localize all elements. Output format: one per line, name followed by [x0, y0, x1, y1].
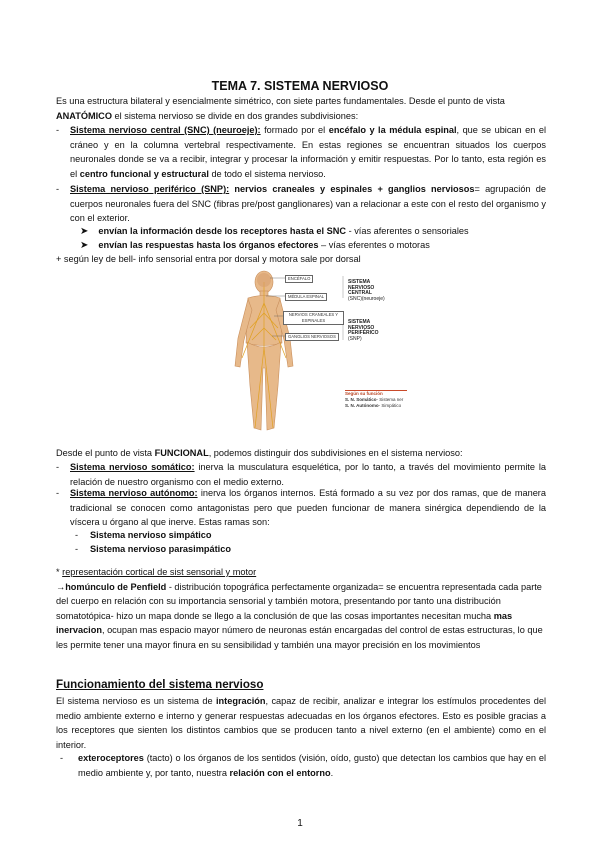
figure-snp-title: SISTEMA NERVIOSO PERIFÉRICO (SNP) [348, 319, 379, 342]
figure-function-box: Según su función S. N. Somático- Sistema ner S. N. Autónomo- Simpático [345, 390, 407, 421]
figure-label-nervios: NERVIOS CRANEALES Y ESPINALES [283, 311, 344, 325]
representacion-paragraph: * representación cortical de sist sensorial y motor →homúnculo de Penfield - distribución topográfica perfectamente organizada= se encuentra representada cada parte del cuerpo en relación con su importancia sensorial y también motora, presentando por tanto una distribución somatotópica- hizo un mapa donde se llego a la conclusión de que las cosas importantes necesitan mucha mas inervacion, ocupan mas espacio mayor número de neuronas están encargadas del control de estas estructuras, lo que les permite tener una mayor finura en su sensibilidad y también una mayor precisión en los movimientos [56, 567, 543, 650]
somatico-list-item: - Sistema nervioso somático: inerva la musculatura esquelética, por lo tanto, a través del movimiento permite la relación de nuestro organismo con el medio externo. [56, 462, 547, 487]
autonomo-label: Sistema nervioso autónomo: [70, 488, 198, 498]
page-title: TEMA 7. SISTEMA NERVIOSO [211, 79, 389, 93]
section-heading: Funcionamiento del sistema nervioso [56, 678, 264, 691]
snp-list-item: - Sistema nervioso periférico (SNP): nervios craneales y espinales + ganglios nerviosos= agrupación de cuerpos neuronales fuera del SNC (fibras pre/post ganglionares) van a relacionar a este con el resto del organismo y con el exterior. [56, 184, 546, 223]
figure-label-ganglios: GANGLIOS NERVIOSOS [285, 333, 339, 341]
arrow-right-icon: ➤ [80, 226, 89, 237]
arrow-icon: → [56, 581, 66, 592]
parasimpatico-item: - Sistema nervioso parasimpático [75, 544, 231, 554]
figure-label-encefalo: ENCÉFALO [285, 275, 313, 283]
aferentes-item: ➤ envían la información desde los receptores hasta el SNC - vías aferentes o sensoriales [80, 226, 469, 237]
arrow-right-icon: ➤ [80, 240, 89, 251]
exteroceptores-list-item: - exteroceptores (tacto) o los órganos de los sentidos (visión, oído, gusto) que detectan los cambios que hay en el medio ambiente y, por tanto, nuestra relación con el entorno. [60, 753, 546, 778]
intro-paragraph: Es una estructura bilateral y esencialmente simétrico, con siete partes fundamentales. Desde el punto de vista ANATÓMICO el sistema nervioso se divide en dos grandes subdivisiones: [56, 96, 505, 121]
snc-label: Sistema nervioso central (SNC) (neuroeje): [70, 125, 261, 135]
somatico-label: Sistema nervioso somático: [70, 462, 195, 472]
simpatico-item: - Sistema nervioso simpático [75, 530, 212, 540]
snp-label: Sistema nervioso periférico (SNP): [70, 184, 230, 194]
funcional-paragraph: Desde el punto de vista FUNCIONAL, podemos distinguir dos subdivisiones en el sistema nervioso: [56, 448, 463, 458]
snc-list-item: - Sistema nervioso central (SNC) (neuroeje): formado por el encéfalo y la médula espinal, que se ubican en el cráneo y en la columna vertebral respectivamente. En estas regiones se encuentran situados los cuerpos neuronales donde se va a recibir, integrar y procesar la información y emitir respuestas. Por lo tanto, esta región es el centro funcional y estructural de todo el sistema nervioso. [56, 125, 546, 179]
page-number: 1 [297, 818, 303, 829]
funcionamiento-paragraph: El sistema nervioso es un sistema de integración, capaz de recibir, analizar e integrar los estímulos procedentes del medio ambiente externo e interno y generar respuestas adecuadas en los órganos efectores. Esto es posible gracias a los receptores que sienten los distintos cambios que se producen tanto a nivel externo (en el ambiente) como en el interior. [56, 696, 546, 750]
figure-snc-title: SISTEMA NERVIOSO CENTRAL (SNC)(neuroeje) [348, 279, 385, 302]
autonomo-list-item: - Sistema nervioso autónomo: inerva los órganos internos. Está formado a su vez por dos ramas, que de manera tradicional se conocen como antagonistas pero que pueden funcionar de manera sinérgica dependiendo de la víscera u órgano al que inerve. Estas ramas son: [56, 488, 546, 527]
bell-note: + según ley de bell- info sensorial entra por dorsal y motora sale por dorsal [56, 254, 361, 264]
figure-label-medula: MÉDULA ESPINAL [285, 293, 327, 301]
eferentes-item: ➤ envían las respuestas hasta los órganos efectores – vías eferentes o motoras [80, 240, 430, 251]
